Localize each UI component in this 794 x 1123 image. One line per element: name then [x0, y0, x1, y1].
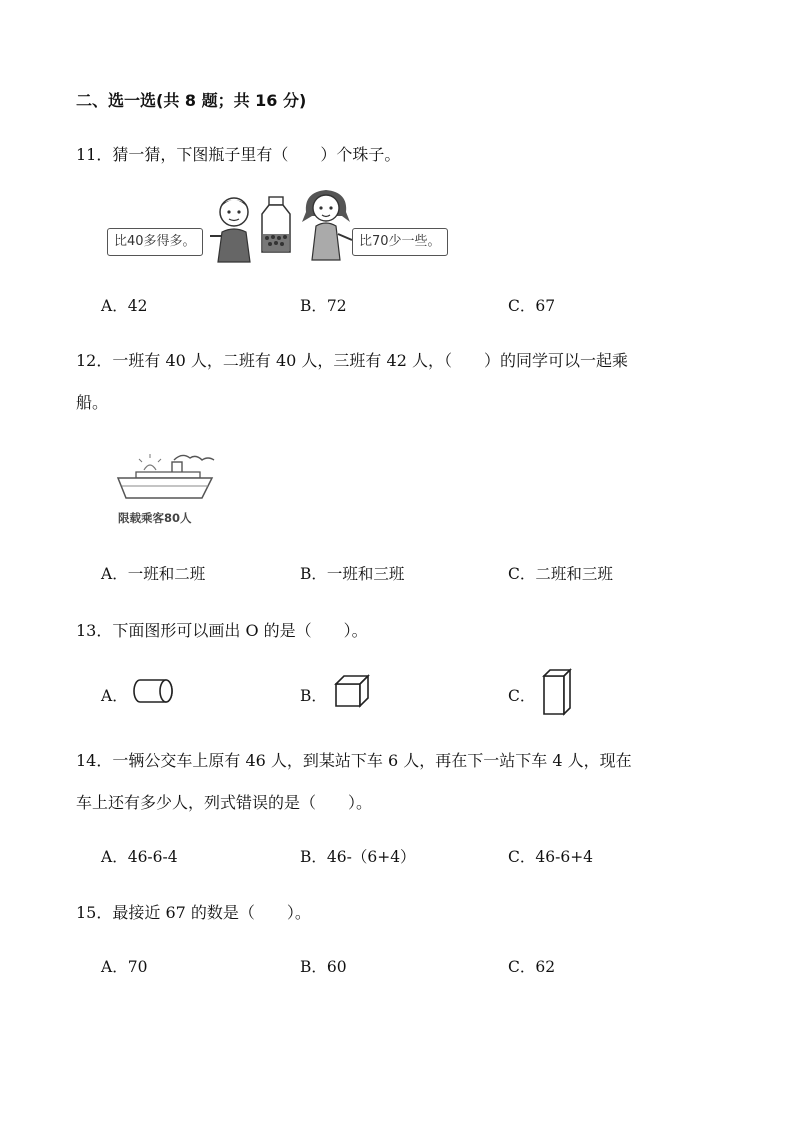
q15-option-b[interactable] [300, 955, 347, 977]
q11-option-c[interactable] [508, 294, 555, 316]
option-text: 60 [326, 958, 347, 976]
q13-option-c[interactable] [508, 684, 535, 706]
option-text: 46-6-4 [127, 848, 178, 866]
option-text: 一班和二班 [127, 565, 206, 583]
option-text: 46-（6+4） [326, 848, 416, 866]
option-label: C． [508, 687, 536, 705]
boat-capacity-caption: 限载乘客80人 [118, 511, 192, 525]
q14-option-c[interactable] [508, 845, 593, 867]
question-15-stem: 15．最接近 67 的数是（ ）。 [76, 903, 311, 922]
option-text: 一班和三班 [326, 565, 405, 583]
q13-option-b[interactable] [300, 684, 327, 706]
cuboid-icon [542, 668, 574, 716]
option-label: A． [101, 687, 128, 705]
option-label: C． [508, 565, 536, 583]
boy-speech-bubble: 比40多得多。 [107, 228, 203, 256]
q11-option-b[interactable] [300, 294, 347, 316]
boat-icon [116, 452, 216, 508]
option-text: 42 [127, 297, 148, 315]
option-label: B． [300, 848, 327, 866]
cube-icon [334, 674, 372, 708]
option-text: 二班和三班 [535, 565, 613, 583]
option-label: A． [101, 848, 128, 866]
option-text: 46-6+4 [535, 848, 594, 866]
question-13-stem: 13．下面图形可以画出 O 的是（ ）。 [76, 621, 368, 640]
q11-option-a[interactable] [101, 294, 147, 316]
option-label: A． [101, 958, 128, 976]
cylinder-icon [134, 678, 174, 704]
q12-option-a[interactable] [101, 562, 205, 584]
girl-speech-bubble: 比70少一些。 [352, 228, 448, 256]
option-label: B． [300, 687, 327, 705]
option-label: B． [300, 565, 327, 583]
option-text: 72 [326, 297, 347, 315]
option-label: B． [300, 297, 327, 315]
q12-option-b[interactable] [300, 562, 404, 584]
question-11-stem: 11．猜一猜，下图瓶子里有（ ）个珠子。 [76, 145, 401, 164]
option-text: 67 [535, 297, 556, 315]
question-12-stem-line1: 12．一班有 40 人，二班有 40 人，三班有 42 人，（ ）的同学可以一起乘 [76, 351, 628, 370]
option-label: C． [508, 848, 536, 866]
section-title: 二、选一选(共 8 题；共 16 分) [76, 91, 307, 110]
q14-option-b[interactable] [300, 845, 416, 867]
option-label: A． [101, 297, 128, 315]
option-label: B． [300, 958, 327, 976]
option-label: C． [508, 958, 536, 976]
option-text: 62 [535, 958, 556, 976]
option-label: A． [101, 565, 128, 583]
question-12-stem-line2: 船。 [76, 393, 109, 412]
option-label: C． [508, 297, 536, 315]
q15-option-c[interactable] [508, 955, 555, 977]
girl-figure-icon [300, 186, 354, 262]
q14-option-a[interactable] [101, 845, 178, 867]
question-14-stem-line1: 14．一辆公交车上原有 46 人，到某站下车 6 人，再在下一站下车 4 人，现在 [76, 751, 632, 770]
q13-option-a[interactable] [101, 684, 128, 706]
q12-option-c[interactable] [508, 562, 613, 584]
question-14-stem-line2: 车上还有多少人，列式错误的是（ ）。 [76, 793, 373, 812]
bead-jar-icon [258, 196, 294, 254]
boy-figure-icon [212, 196, 256, 264]
q15-option-a[interactable] [101, 955, 147, 977]
option-text: 70 [127, 958, 148, 976]
